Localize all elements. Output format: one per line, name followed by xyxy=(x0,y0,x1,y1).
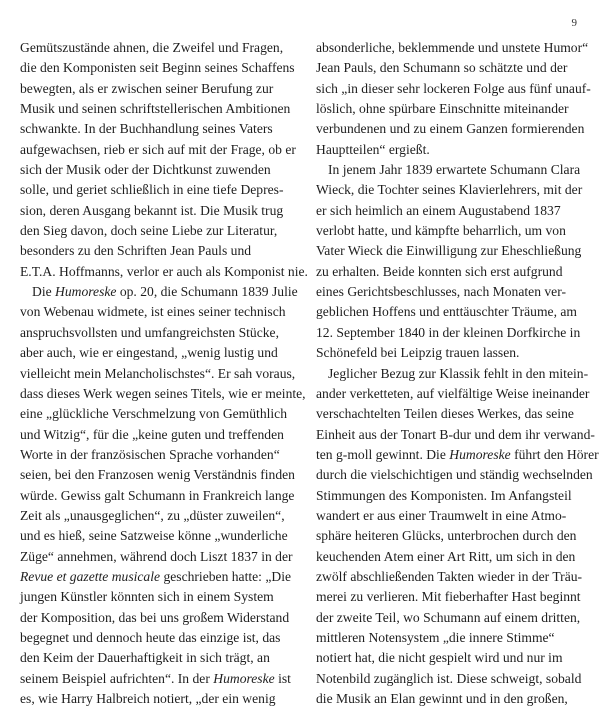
text-line: sphäre heiteren Glücks, unterbrochen durch den xyxy=(316,526,586,546)
text-line: eine „glückliche Verschmelzung von Gemüthlich xyxy=(20,404,300,424)
text-line: Revue et gazette musicale geschrieben hatte: „Die xyxy=(20,567,300,587)
paragraph xyxy=(20,282,300,709)
text-line: geblichen Hoffens und enttäuschter Träume, am xyxy=(316,302,586,322)
text-line: jungen Künstler könnten sich in einem System xyxy=(20,587,300,607)
text-line: die Musik an Elan gewinnt und in den großen, xyxy=(316,689,586,709)
text-line: Züge“ annehmen, während doch Liszt 1837 in der xyxy=(20,547,300,567)
text-line: sich „in dieser sehr lockeren Folge aus fünf unauf- xyxy=(316,79,586,99)
text-line: verlobt hatte, und kämpfte beharrlich, um von xyxy=(316,221,586,241)
paragraph xyxy=(316,364,586,709)
text-line: er sich heimlich an einem Augustabend 1837 xyxy=(316,201,586,221)
text-line: Schönefeld bei Leipzig trauen lassen. xyxy=(316,343,586,363)
text-line: bewegten, als er zwischen seiner Berufung zur xyxy=(20,79,300,99)
text-line: sion, deren Ausgang bekannt ist. Die Musik trug xyxy=(20,201,300,221)
text-line: würde. Gewiss galt Schumann in Frankreich lange xyxy=(20,486,300,506)
text-line: Vater Wieck die Einwilligung zur Eheschließung xyxy=(316,241,586,261)
text-line: durch die vielschichtigen und ständig wechselnden xyxy=(316,465,586,485)
text-line: Zeit als „unausgeglichen“, zu „düster zuweilen“, xyxy=(20,506,300,526)
text-line: mittleren Notensystem „die innere Stimme“ xyxy=(316,628,586,648)
text-line: In jenem Jahr 1839 erwartete Schumann Clara xyxy=(316,160,586,180)
text-line: begegnet und dennoch heute das einzige ist, das xyxy=(20,628,300,648)
text-line: E.T.A. Hoffmanns, verlor er auch als Komponist nie. xyxy=(20,262,300,282)
text-line: vielleicht mein Melancholischstes“. Er sah voraus, xyxy=(20,364,300,384)
text-line: Hauptteilen“ ergießt. xyxy=(316,140,586,160)
text-line: seinem Beispiel aufrichten“. In der Humoreske ist xyxy=(20,669,300,689)
text-line: Worte in der französischen Sprache vorhanden“ xyxy=(20,445,300,465)
text-line: ander verketteten, auf vielfältige Weise ineinander xyxy=(316,384,586,404)
text-line: den Sieg davon, doch seine Liebe zur Literatur, xyxy=(20,221,300,241)
text-line: Stimmungen des Komponisten. Im Anfangsteil xyxy=(316,486,586,506)
text-line: den Keim der Dauerhaftigkeit in sich trägt, an xyxy=(20,648,300,668)
text-line: Einheit aus der Tonart B-dur und dem ihr verwand- xyxy=(316,425,586,445)
text-line: merei zu verlieren. Mit fieberhafter Hast beginnt xyxy=(316,587,586,607)
text-line: Die Humoreske op. 20, die Schumann 1839 Julie xyxy=(20,282,300,302)
text-line: wandert er aus einer Traumwelt in eine Atmo- xyxy=(316,506,586,526)
text-line: besonders zu den Schriften Jean Pauls und xyxy=(20,241,300,261)
text-line: zu erhalten. Beide konnten sich erst aufgrund xyxy=(316,262,586,282)
text-line: dass dieses Werk wegen seines Titels, wie er meinte, xyxy=(20,384,300,404)
paragraph xyxy=(316,160,586,363)
right-column xyxy=(316,38,586,709)
text-line: Jean Pauls, den Schumann so schätzte und der xyxy=(316,58,586,78)
text-line: zwölf abschließenden Takten wieder in der Träu- xyxy=(316,567,586,587)
text-line: notiert hat, die nicht gespielt wird und nur im xyxy=(316,648,586,668)
text-line: sich der Musik oder der Dichtkunst zuwenden xyxy=(20,160,300,180)
text-line: verschachtelten Teilen dieses Werkes, das seine xyxy=(316,404,586,424)
paragraph xyxy=(316,38,586,160)
text-line: aufgewachsen, rieb er sich auf mit der Frage, ob er xyxy=(20,140,300,160)
text-line: schwankte. In der Buchhandlung seines Vaters xyxy=(20,119,300,139)
text-line: verbundenen und zu einem Ganzen formierenden xyxy=(316,119,586,139)
text-line: Musik und seinen schriftstellerischen Ambitionen xyxy=(20,99,300,119)
text-line: aber auch, wie er eingestand, „wenig lustig und xyxy=(20,343,300,363)
text-line: 12. September 1840 in der kleinen Dorfkirche in xyxy=(316,323,586,343)
text-line: absonderliche, beklemmende und unstete Humor“ xyxy=(316,38,586,58)
text-line: Notenbild zugänglich ist. Diese schweigt, sobald xyxy=(316,669,586,689)
text-line: und es hieß, seine Satzweise könne „wunderliche xyxy=(20,526,300,546)
text-line: Wieck, die Tochter seines Klavierlehrers, mit der xyxy=(316,180,586,200)
text-line: eines Gerichtsbeschlusses, nach Monaten ver- xyxy=(316,282,586,302)
text-line: Gemütszustände ahnen, die Zweifel und Fragen, xyxy=(20,38,300,58)
text-line: seien, bei den Franzosen wenig Verständnis finden xyxy=(20,465,300,485)
left-column xyxy=(20,38,300,709)
text-line: löslich, ohne spürbare Einschnitte miteinander xyxy=(316,99,586,119)
text-line: der Komposition, das bei uns großem Widerstand xyxy=(20,608,300,628)
text-line: die den Komponisten seit Beginn seines Schaffens xyxy=(20,58,300,78)
text-line: der zweite Teil, wo Schumann auf einem dritten, xyxy=(316,608,586,628)
text-line: solle, und geriet schließlich in eine tiefe Depres- xyxy=(20,180,300,200)
text-line: ten g-moll gewinnt. Die Humoreske führt den Hörer xyxy=(316,445,586,465)
page-number: 9 xyxy=(572,17,578,29)
paragraph xyxy=(20,38,300,282)
text-line: es, wie Harry Halbreich notiert, „der ein wenig xyxy=(20,689,300,709)
text-line: und Witzig“, für die „keine guten und treffenden xyxy=(20,425,300,445)
text-line: anspruchsvollsten und umfangreichsten Stücke, xyxy=(20,323,300,343)
text-line: von Webenau widmete, ist eines seiner technisch xyxy=(20,302,300,322)
text-line: keuchenden Atem einer Art Ritt, um sich in den xyxy=(316,547,586,567)
text-line: Jeglicher Bezug zur Klassik fehlt in den mitein- xyxy=(316,364,586,384)
